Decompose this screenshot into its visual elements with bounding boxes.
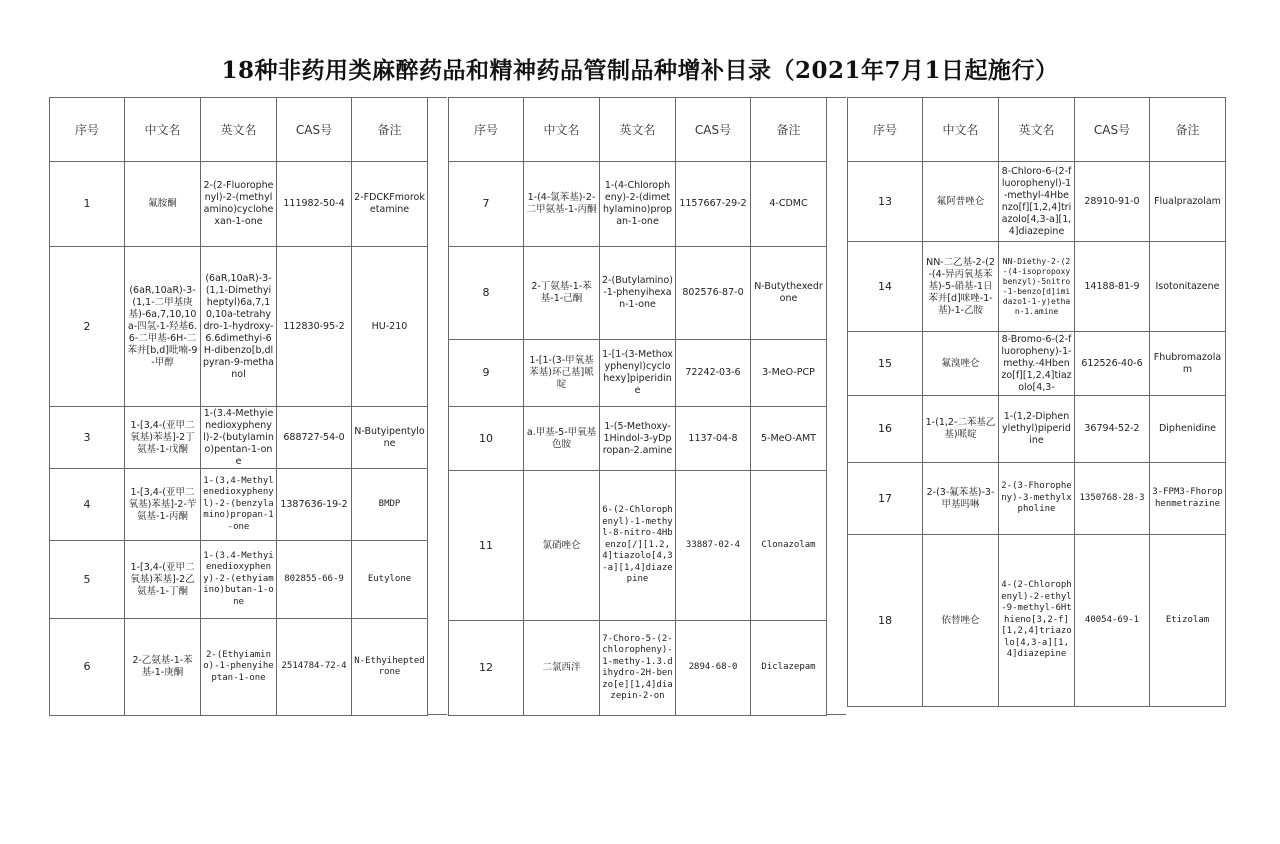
header-note: 备注: [352, 98, 428, 162]
row-english-name: 8-Bromo-6-(2-fluoropheny)-1-methy.-4Hbenzo[f][1,2,4]tiazolo[4,3-: [999, 332, 1075, 396]
table-row: [449, 162, 827, 247]
header-chinese-name: 中文名: [923, 98, 999, 162]
row-no: 7: [449, 162, 524, 247]
row-english-name: 2-(3-Fhoropheny)-3-methylxpholine: [999, 463, 1075, 535]
page-title: 18种非药用类麻醉药品和精神药品管制品种增补目录（2021年7月1日起施行）: [221, 57, 1059, 84]
row-no: 2: [50, 247, 125, 407]
row-chinese-name: 1-(1,2-二苯基乙基)哌啶: [923, 396, 999, 463]
row-cas: 1387636-19-2: [277, 469, 352, 541]
row-cas: 36794-52-2: [1075, 396, 1150, 463]
row-no: 18: [848, 535, 923, 707]
header-no: 序号: [50, 98, 125, 162]
table-row: [449, 407, 827, 471]
row-cas: 33887-02-4: [676, 471, 751, 621]
table-1-side-strip: [427, 97, 447, 715]
row-chinese-name: 氯硝唑仑: [524, 471, 600, 621]
row-english-name: 1-(3,4-Methylenedioxyphenyl)-2-(benzylamino)propan-1-one: [201, 469, 277, 541]
row-cas: 612526-40-6: [1075, 332, 1150, 396]
row-chinese-name: 氟胺酮: [125, 162, 201, 247]
table-row: [848, 535, 1226, 707]
row-no: 17: [848, 463, 923, 535]
row-chinese-name: 1-[1-(3-甲氧基苯基)环己基]哌啶: [524, 340, 600, 407]
row-no: 1: [50, 162, 125, 247]
row-chinese-name: 2-(3-氟苯基)-3-甲基吗啉: [923, 463, 999, 535]
row-note: Diclazepam: [751, 621, 827, 716]
row-english-name: NN-Diethy-2-(2-(4-isopropoxybenzyl)-5nitro-1-benzo[d]imidazo1-1-y)ethan-1.amine: [999, 242, 1075, 332]
table-row: [50, 541, 428, 619]
header-cas: CAS号: [676, 98, 751, 162]
row-note: Fhubromazolam: [1150, 332, 1226, 396]
row-cas: 28910-91-0: [1075, 162, 1150, 242]
row-chinese-name: 1-[3,4-(亚甲二氧基)苯基]-2乙氨基-1-丁酮: [125, 541, 201, 619]
table-row: [50, 619, 428, 716]
row-note: 3-MeO-PCP: [751, 340, 827, 407]
row-note: Eutylone: [352, 541, 428, 619]
row-no: 16: [848, 396, 923, 463]
row-cas: 1350768-28-3: [1075, 463, 1150, 535]
row-english-name: 8-Chloro-6-(2-fluorophenyl)-1-methyl-4Hbenzo[f][1,2,4]triazolo[4,3-a][1,4]diazepine: [999, 162, 1075, 242]
row-english-name: 1-(3.4-Methyienedioxyphenyl)-2-(butylamino)pentan-1-one: [201, 407, 277, 469]
header-no: 序号: [449, 98, 524, 162]
row-no: 8: [449, 247, 524, 340]
row-chinese-name: 1-(4-氯苯基)-2-二甲氨基-1-丙酮: [524, 162, 600, 247]
row-note: 3-FPM3-Fhorophenmetrazine: [1150, 463, 1226, 535]
row-note: Clonazolam: [751, 471, 827, 621]
row-chinese-name: 二氯西泮: [524, 621, 600, 716]
row-english-name: 1-[1-(3-Methoxyphenyl)cyclohexy]piperidine: [600, 340, 676, 407]
row-no: 4: [50, 469, 125, 541]
row-cas: 40054-69-1: [1075, 535, 1150, 707]
row-english-name: 4-(2-Chlorophenyl)-2-ethyl-9-methyl-6Hthieno[3,2-f][1,2,4]triazolo[4,3-a][1,4]diazepine: [999, 535, 1075, 707]
header-cas: CAS号: [277, 98, 352, 162]
row-english-name: 1-(1,2-Diphenylethyl)piperidine: [999, 396, 1075, 463]
row-no: 15: [848, 332, 923, 396]
row-no: 9: [449, 340, 524, 407]
row-no: 3: [50, 407, 125, 469]
row-note: Flualprazolam: [1150, 162, 1226, 242]
table-header-row: [848, 98, 1226, 162]
row-note: 5-MeO-AMT: [751, 407, 827, 471]
header-chinese-name: 中文名: [125, 98, 201, 162]
table-row: [848, 332, 1226, 396]
row-english-name: 1-(3.4-Methyienedioxypheny)-2-(ethyiamino)butan-1-one: [201, 541, 277, 619]
row-no: 11: [449, 471, 524, 621]
row-cas: 2514784-72-4: [277, 619, 352, 716]
table-row: [449, 340, 827, 407]
row-cas: 802576-87-0: [676, 247, 751, 340]
table-row: [50, 407, 428, 469]
row-english-name: 2-(2-Fluorophenyl)-2-(methylamino)cyclohexan-1-one: [201, 162, 277, 247]
row-chinese-name: NN-二乙基-2-(2-(4-异丙氧基苯基)-5-硝基-1日苯并[d]咪唑-1-基)-1-乙胺: [923, 242, 999, 332]
table-header-row: [449, 98, 827, 162]
control-table-1: [49, 97, 428, 716]
row-cas: 2894-68-0: [676, 621, 751, 716]
table-2-side-strip: [826, 97, 846, 715]
row-cas: 1137-04-8: [676, 407, 751, 471]
control-table-3: [847, 97, 1226, 707]
row-chinese-name: 氟阿普唑仑: [923, 162, 999, 242]
row-note: Diphenidine: [1150, 396, 1226, 463]
header-cas: CAS号: [1075, 98, 1150, 162]
control-table-2: [448, 97, 827, 716]
row-note: HU-210: [352, 247, 428, 407]
header-note: 备注: [751, 98, 827, 162]
row-no: 12: [449, 621, 524, 716]
table-row: [848, 162, 1226, 242]
row-chinese-name: 2-乙氨基-1-苯基-1-庚酮: [125, 619, 201, 716]
row-chinese-name: 1-[3,4-(亚甲二氧基)苯基]-2-苄氨基-1-丙酮: [125, 469, 201, 541]
table-row: [449, 247, 827, 340]
row-english-name: 6-(2-Chlorophenyl)-1-methyl-8-nitro-4Hbenzo[/][1.2,4]tiazolo[4,3-a][1,4]diazepine: [600, 471, 676, 621]
table-header-row: [50, 98, 428, 162]
header-chinese-name: 中文名: [524, 98, 600, 162]
row-cas: 111982-50-4: [277, 162, 352, 247]
row-cas: 72242-03-6: [676, 340, 751, 407]
row-chinese-name: a.甲基-5-甲氧基色胺: [524, 407, 600, 471]
row-note: N-Ethyiheptedrone: [352, 619, 428, 716]
row-english-name: (6aR,10aR)-3-(1,1-Dimethyiheptyl)6a,7,10,10a-tetrahydro-1-hydroxy-6.6dimethyi-6H-dibenzo[b,dlpyran-9-methanol: [201, 247, 277, 407]
row-cas: 802855-66-9: [277, 541, 352, 619]
row-chinese-name: 依替唑仑: [923, 535, 999, 707]
row-note: 4-CDMC: [751, 162, 827, 247]
row-note: N-Butythexedrone: [751, 247, 827, 340]
row-english-name: 1-(5-Methoxy-1Hindol-3-yDpropan-2.amine: [600, 407, 676, 471]
row-cas: 1157667-29-2: [676, 162, 751, 247]
row-english-name: 7-Choro-5-(2-chloropheny)-1-methy-1.3.dihydro-2H-benzo[e][1,4]diazepin-2-on: [600, 621, 676, 716]
row-cas: 14188-81-9: [1075, 242, 1150, 332]
row-chinese-name: 1-[3,4-(亚甲二氧基)苯基]-2丁氨基-1-戊酮: [125, 407, 201, 469]
table-row: [848, 242, 1226, 332]
row-no: 5: [50, 541, 125, 619]
row-chinese-name: 2-丁氨基-1-苯基-1-己酮: [524, 247, 600, 340]
row-note: Etizolam: [1150, 535, 1226, 707]
row-note: N-Butyipentylone: [352, 407, 428, 469]
table-row: [50, 162, 428, 247]
header-english-name: 英文名: [201, 98, 277, 162]
header-no: 序号: [848, 98, 923, 162]
row-no: 13: [848, 162, 923, 242]
table-row: [449, 471, 827, 621]
row-english-name: 2-(Ethyiamino)-1-phenyiheptan-1-one: [201, 619, 277, 716]
row-chinese-name: 氟溴唑仑: [923, 332, 999, 396]
table-row: [848, 396, 1226, 463]
row-cas: 688727-54-0: [277, 407, 352, 469]
row-no: 14: [848, 242, 923, 332]
table-row: [50, 247, 428, 407]
header-english-name: 英文名: [600, 98, 676, 162]
header-english-name: 英文名: [999, 98, 1075, 162]
table-row: [50, 469, 428, 541]
row-note: Isotonitazene: [1150, 242, 1226, 332]
row-english-name: 2-(Butylamino)-1-phenyihexan-1-one: [600, 247, 676, 340]
row-no: 6: [50, 619, 125, 716]
table-row: [848, 463, 1226, 535]
row-cas: 112830-95-2: [277, 247, 352, 407]
row-note: BMDP: [352, 469, 428, 541]
row-chinese-name: (6aR,10aR)-3-(1,1-二甲基庚基)-6a,7,10,10a-四氢-1-羟基6.6-二甲基-6H-二苯并[b,d]吡喃-9-甲醇: [125, 247, 201, 407]
row-english-name: 1-(4-Chloropheny)-2-(dimethylamino)propan-1-one: [600, 162, 676, 247]
row-no: 10: [449, 407, 524, 471]
row-note: 2-FDCKFmoroketamine: [352, 162, 428, 247]
table-row: [449, 621, 827, 716]
header-note: 备注: [1150, 98, 1226, 162]
